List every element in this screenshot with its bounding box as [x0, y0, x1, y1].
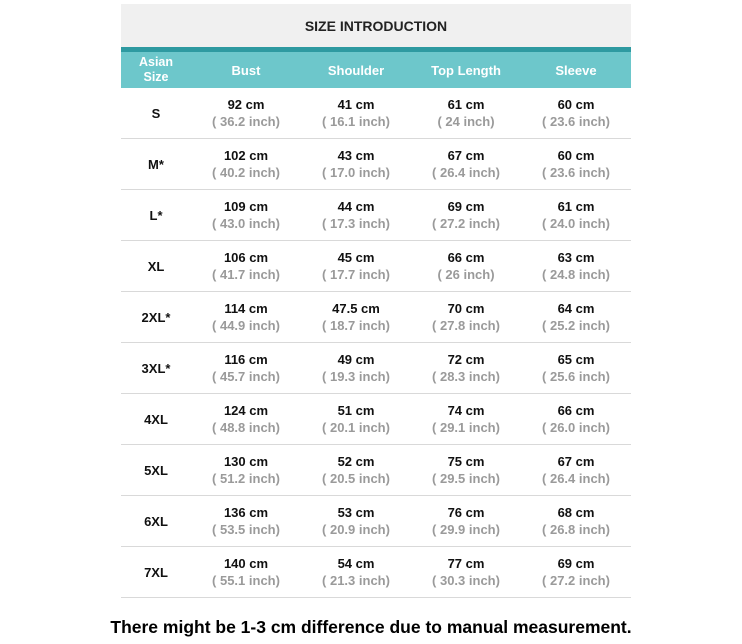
bust-cm: 106 cm [223, 250, 269, 265]
bust-inch: ( 51.2 inch) [212, 471, 280, 486]
sleeve-inch: ( 24.8 inch) [542, 267, 610, 282]
shoulder-cell [301, 292, 411, 342]
shoulder-cm: 49 cm [337, 352, 375, 367]
bust-cm: 130 cm [223, 454, 269, 469]
bust-inch: ( 45.7 inch) [212, 369, 280, 384]
sleeve-inch: ( 26.8 inch) [542, 522, 610, 537]
sleeve-cm: 61 cm [557, 199, 595, 214]
sleeve-cell [521, 394, 631, 444]
size-label: 6XL [144, 513, 168, 529]
size-chart [121, 4, 631, 598]
bust-inch: ( 43.0 inch) [212, 216, 280, 231]
top-length-inch: ( 29.9 inch) [432, 522, 500, 537]
sleeve-cm: 64 cm [557, 301, 595, 316]
table-row [121, 190, 631, 241]
bust-inch: ( 48.8 inch) [212, 420, 280, 435]
shoulder-cm: 44 cm [337, 199, 375, 214]
sleeve-cell [521, 139, 631, 189]
bust-cell [191, 190, 301, 240]
sleeve-cm: 68 cm [557, 505, 595, 520]
sleeve-inch: ( 26.0 inch) [542, 420, 610, 435]
shoulder-cell [301, 394, 411, 444]
bust-cm: 136 cm [223, 505, 269, 520]
shoulder-cm: 51 cm [337, 403, 375, 418]
table-row [121, 292, 631, 343]
bust-cell [191, 292, 301, 342]
sleeve-inch: ( 25.6 inch) [542, 369, 610, 384]
top-length-cm: 74 cm [447, 403, 485, 418]
bust-cell [191, 445, 301, 495]
sleeve-inch: ( 23.6 inch) [542, 165, 610, 180]
size-cell [121, 394, 191, 444]
table-row [121, 394, 631, 445]
shoulder-inch: ( 20.1 inch) [322, 420, 390, 435]
bust-cm: 140 cm [223, 556, 269, 571]
table-row [121, 496, 631, 547]
top-length-inch: ( 29.1 inch) [432, 420, 500, 435]
top-length-inch: ( 26.4 inch) [432, 165, 500, 180]
chart-title-bar [121, 4, 631, 47]
shoulder-inch: ( 17.7 inch) [322, 267, 390, 282]
shoulder-cell [301, 88, 411, 138]
shoulder-cm: 43 cm [337, 148, 375, 163]
top-length-cm: 66 cm [447, 250, 485, 265]
bust-cell [191, 139, 301, 189]
size-label: M* [148, 156, 164, 172]
top-length-cell [411, 445, 521, 495]
sleeve-cell [521, 292, 631, 342]
top-length-cm: 72 cm [447, 352, 485, 367]
header-asian-size-line1: Asian [138, 55, 174, 69]
top-length-cell [411, 88, 521, 138]
top-length-cm: 76 cm [447, 505, 485, 520]
shoulder-cell [301, 547, 411, 597]
bust-inch: ( 36.2 inch) [212, 114, 280, 129]
shoulder-inch: ( 20.9 inch) [322, 522, 390, 537]
header-shoulder: Shoulder [327, 62, 385, 78]
sleeve-cm: 66 cm [557, 403, 595, 418]
size-cell [121, 445, 191, 495]
shoulder-inch: ( 17.3 inch) [322, 216, 390, 231]
top-length-inch: ( 27.8 inch) [432, 318, 500, 333]
shoulder-cell [301, 190, 411, 240]
shoulder-cm: 54 cm [337, 556, 375, 571]
shoulder-inch: ( 18.7 inch) [322, 318, 390, 333]
table-row [121, 241, 631, 292]
bust-cell [191, 496, 301, 546]
top-length-cell [411, 190, 521, 240]
table-row [121, 547, 631, 598]
bust-cm: 114 cm [224, 301, 268, 316]
sleeve-cm: 67 cm [557, 454, 595, 469]
measurement-note: There might be 1-3 cm difference due to manual measurement. [110, 617, 632, 637]
bust-cm: 116 cm [224, 352, 268, 367]
size-cell [121, 343, 191, 393]
bust-inch: ( 44.9 inch) [212, 318, 280, 333]
bust-cm: 109 cm [223, 199, 269, 214]
sleeve-inch: ( 23.6 inch) [542, 114, 610, 129]
shoulder-inch: ( 16.1 inch) [322, 114, 390, 129]
shoulder-inch: ( 21.3 inch) [322, 573, 390, 588]
size-label: XL [147, 258, 165, 274]
sleeve-cell [521, 343, 631, 393]
size-cell [121, 190, 191, 240]
sleeve-cell [521, 445, 631, 495]
top-length-cm: 75 cm [447, 454, 485, 469]
size-cell [121, 139, 191, 189]
bust-inch: ( 41.7 inch) [212, 267, 280, 282]
bust-cell [191, 241, 301, 291]
size-label: 5XL [144, 462, 168, 478]
bust-cm: 102 cm [223, 148, 269, 163]
header-sleeve: Sleeve [555, 62, 597, 78]
size-cell [121, 241, 191, 291]
bust-cell [191, 394, 301, 444]
header-bust: Bust [231, 62, 261, 78]
table-body [121, 88, 631, 598]
sleeve-cell [521, 241, 631, 291]
bust-cell [191, 88, 301, 138]
shoulder-inch: ( 17.0 inch) [322, 165, 390, 180]
table-row [121, 88, 631, 139]
size-label: 3XL* [141, 360, 171, 376]
header-asian-size-line2: Size [143, 70, 169, 84]
size-label: 2XL* [141, 309, 171, 325]
bust-inch: ( 40.2 inch) [212, 165, 280, 180]
sleeve-cell [521, 88, 631, 138]
size-label: L* [149, 207, 163, 223]
top-length-inch: ( 30.3 inch) [432, 573, 500, 588]
shoulder-cm: 41 cm [337, 97, 375, 112]
shoulder-cm: 52 cm [337, 454, 375, 469]
table-header [121, 52, 631, 88]
shoulder-cell [301, 241, 411, 291]
shoulder-cell [301, 343, 411, 393]
shoulder-cm: 53 cm [337, 505, 375, 520]
top-length-cm: 77 cm [447, 556, 485, 571]
sleeve-cm: 60 cm [557, 148, 595, 163]
sleeve-cell [521, 547, 631, 597]
chart-title: SIZE INTRODUCTION [304, 17, 448, 34]
top-length-cell [411, 394, 521, 444]
top-length-cm: 67 cm [447, 148, 485, 163]
top-length-cell [411, 343, 521, 393]
size-cell [121, 547, 191, 597]
size-label: 4XL [144, 411, 168, 427]
shoulder-inch: ( 19.3 inch) [322, 369, 390, 384]
header-asian-size [121, 55, 191, 85]
top-length-cell [411, 241, 521, 291]
table-row [121, 343, 631, 394]
top-length-cell [411, 496, 521, 546]
size-cell [121, 88, 191, 138]
top-length-cell [411, 547, 521, 597]
top-length-cm: 61 cm [447, 97, 485, 112]
shoulder-cm: 47.5 cm [332, 301, 380, 316]
bust-cm: 92 cm [227, 97, 265, 112]
shoulder-cell [301, 139, 411, 189]
sleeve-cm: 63 cm [557, 250, 595, 265]
bust-inch: ( 53.5 inch) [212, 522, 280, 537]
shoulder-cell [301, 445, 411, 495]
table-row [121, 445, 631, 496]
top-length-cm: 70 cm [447, 301, 485, 316]
sleeve-cm: 60 cm [557, 97, 595, 112]
shoulder-inch: ( 20.5 inch) [322, 471, 390, 486]
top-length-cell [411, 139, 521, 189]
shoulder-cm: 45 cm [337, 250, 375, 265]
top-length-inch: ( 28.3 inch) [432, 369, 500, 384]
bust-cell [191, 547, 301, 597]
top-length-cm: 69 cm [447, 199, 485, 214]
sleeve-inch: ( 25.2 inch) [542, 318, 610, 333]
sleeve-cell [521, 190, 631, 240]
sleeve-inch: ( 24.0 inch) [542, 216, 610, 231]
header-top-length: Top Length [431, 62, 501, 78]
bust-cell [191, 343, 301, 393]
table-row [121, 139, 631, 190]
size-label: 7XL [144, 564, 168, 580]
top-length-inch: ( 29.5 inch) [432, 471, 500, 486]
sleeve-cm: 65 cm [557, 352, 595, 367]
top-length-inch: ( 24 inch) [437, 114, 495, 129]
bust-cm: 124 cm [223, 403, 269, 418]
sleeve-inch: ( 26.4 inch) [542, 471, 610, 486]
top-length-inch: ( 27.2 inch) [432, 216, 500, 231]
size-cell [121, 496, 191, 546]
size-label: S [151, 105, 161, 121]
sleeve-inch: ( 27.2 inch) [542, 573, 610, 588]
sleeve-cell [521, 496, 631, 546]
shoulder-cell [301, 496, 411, 546]
size-cell [121, 292, 191, 342]
top-length-inch: ( 26 inch) [437, 267, 495, 282]
sleeve-cm: 69 cm [557, 556, 595, 571]
top-length-cell [411, 292, 521, 342]
bust-inch: ( 55.1 inch) [212, 573, 280, 588]
